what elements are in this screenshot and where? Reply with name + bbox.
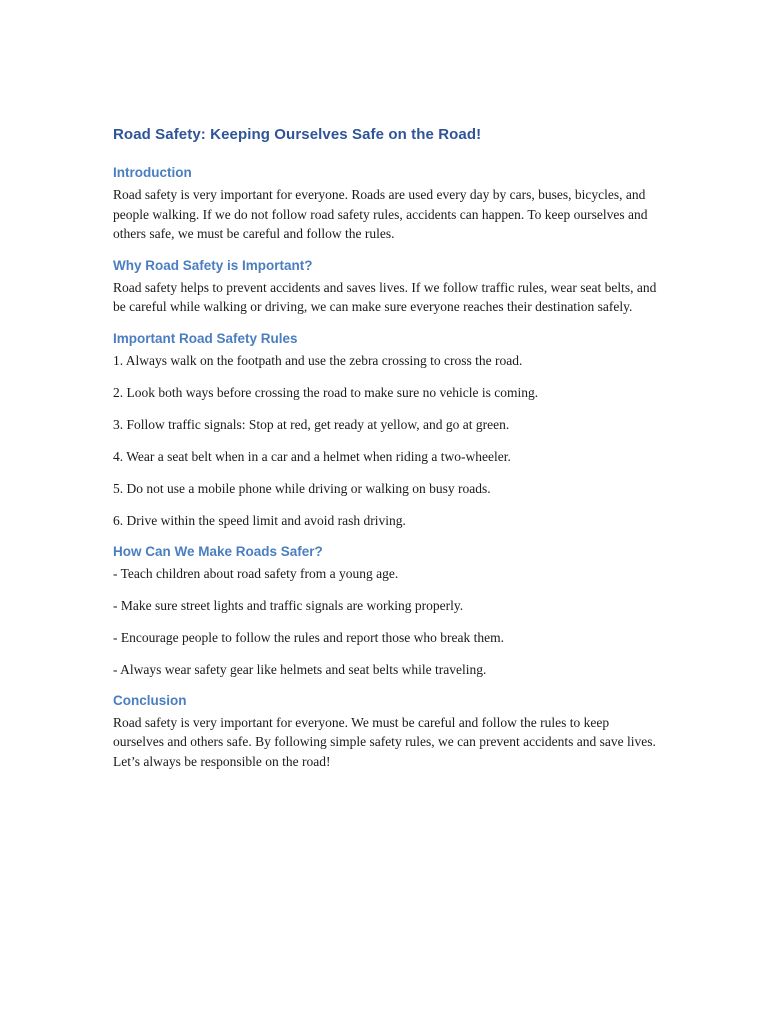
rule-item: 6. Drive within the speed limit and avoid rash driving. bbox=[113, 512, 406, 528]
section-why-important bbox=[113, 257, 658, 317]
conclusion-paragraph: Road safety is very important for everyone. We must be careful and follow the rules to keep ourselves and others safe. By following simple safety rules, we can prevent accidents and save lives. Let’s always be responsible on the road! bbox=[113, 714, 656, 769]
rule-item: 1. Always walk on the footpath and use the zebra crossing to cross the road. bbox=[113, 352, 523, 368]
tip-item: - Encourage people to follow the rules and report those who break them. bbox=[113, 629, 504, 645]
rule-item: 3. Follow traffic signals: Stop at red, get ready at yellow, and go at green. bbox=[113, 416, 510, 432]
rule-item: 2. Look both ways before crossing the road to make sure no vehicle is coming. bbox=[113, 384, 539, 400]
section-safety-rules bbox=[113, 330, 658, 531]
safer-tips-list bbox=[113, 564, 658, 680]
document-title: Road Safety: Keeping Ourselves Safe on the Road! bbox=[113, 126, 482, 143]
rules-list bbox=[113, 351, 658, 531]
section-introduction bbox=[113, 164, 658, 244]
tip-item: - Always wear safety gear like helmets and seat belts while traveling. bbox=[113, 661, 487, 677]
tip-item: - Teach children about road safety from a young age. bbox=[113, 565, 399, 581]
document-page bbox=[113, 124, 658, 785]
tip-item: - Make sure street lights and traffic signals are working properly. bbox=[113, 597, 464, 613]
rule-item: 4. Wear a seat belt when in a car and a helmet when riding a two-wheeler. bbox=[113, 448, 511, 464]
why-paragraph: Road safety helps to prevent accidents and saves lives. If we follow traffic rules, wear seat belts, and be careful while walking or driving, we can make sure everyone reaches their destination safely. bbox=[113, 279, 657, 315]
conclusion-heading: Conclusion bbox=[113, 692, 187, 708]
introduction-paragraph: Road safety is very important for everyone. Roads are used every day by cars, buses, bicycles, and people walking. If we do not follow road safety rules, accidents can happen. To keep ourselves and others safe, we must be careful and follow the rules. bbox=[113, 187, 648, 242]
safer-heading: How Can We Make Roads Safer? bbox=[113, 543, 323, 559]
rules-heading: Important Road Safety Rules bbox=[113, 330, 298, 346]
rule-item: 5. Do not use a mobile phone while driving or walking on busy roads. bbox=[113, 480, 491, 496]
introduction-heading: Introduction bbox=[113, 165, 192, 180]
why-heading: Why Road Safety is Important? bbox=[113, 257, 313, 273]
section-make-roads-safer bbox=[113, 543, 658, 680]
section-conclusion bbox=[113, 692, 658, 772]
